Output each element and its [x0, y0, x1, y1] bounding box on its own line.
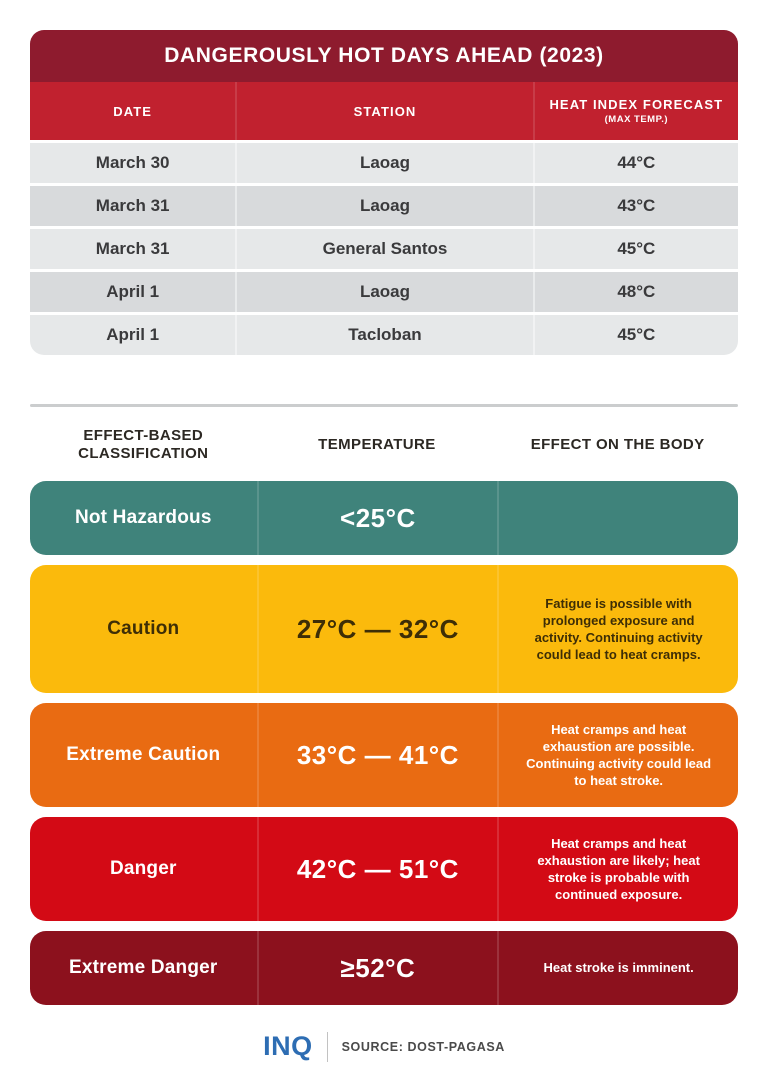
classification-cell-temperature	[257, 703, 498, 807]
forecast-cell-station: Tacloban	[235, 315, 532, 355]
classification-cell-temperature	[257, 565, 498, 693]
column-header-station-label: STATION	[353, 103, 417, 119]
classification-cell-effect-text: Fatigue is possible with prolonged exposure and activity. Continuing activity could lead to heat cramps.	[534, 595, 703, 663]
column-header-heat-index-label: HEAT INDEX FORECAST	[549, 97, 724, 112]
forecast-row	[30, 272, 738, 312]
forecast-row	[30, 186, 738, 226]
column-header-effect	[497, 436, 738, 454]
classification-cell-effect	[497, 481, 738, 555]
column-header-temperature	[257, 436, 498, 454]
forecast-cell-date: April 1	[30, 272, 235, 312]
classification-cell-temperature	[257, 931, 498, 1005]
column-header-temperature-label: TEMPERATURE	[318, 436, 436, 454]
forecast-row	[30, 143, 738, 183]
forecast-table-header	[30, 82, 738, 140]
classification-row	[30, 565, 738, 693]
forecast-table	[30, 30, 738, 355]
classification-cell-label-text: Not Hazardous	[74, 507, 212, 528]
classification-cell-label-text: Caution	[107, 618, 180, 639]
classification-cell-effect	[497, 565, 738, 693]
forecast-cell-heat_index: 45°C	[533, 315, 738, 355]
column-header-heat-index-subnote: (MAX TEMP.)	[604, 114, 669, 125]
classification-cell-effect-text: Heat stroke is imminent.	[543, 960, 694, 976]
forecast-cell-station: General Santos	[235, 229, 532, 269]
classification-cell-temperature	[257, 817, 498, 921]
forecast-cell-station: Laoag	[235, 186, 532, 226]
forecast-cell-heat_index: 44°C	[533, 143, 738, 183]
classification-cell-label	[30, 817, 257, 921]
forecast-cell-station: Laoag	[235, 272, 532, 312]
column-header-station	[235, 82, 532, 140]
column-header-effect-label: EFFECT ON THE BODY	[530, 436, 705, 454]
forecast-cell-date: April 1	[30, 315, 235, 355]
classification-cell-temperature-text: 33°C — 41°C	[296, 739, 459, 770]
classification-cell-label	[30, 565, 257, 693]
classification-cell-temperature-text: <25°C	[340, 502, 416, 533]
classification-cell-effect-text: Heat cramps and heat exhaustion are possible. Continuing activity could lead to heat stroke.	[526, 721, 712, 789]
classification-row	[30, 931, 738, 1005]
classification-cell-effect	[497, 817, 738, 921]
forecast-cell-date: March 31	[30, 229, 235, 269]
classification-cell-effect	[497, 931, 738, 1005]
classification-cell-temperature-text: ≥52°C	[340, 952, 416, 983]
section-divider	[30, 404, 738, 407]
classification-cell-label-text: Danger	[109, 858, 177, 879]
forecast-row	[30, 229, 738, 269]
classification-cell-effect-text: Heat cramps and heat exhaustion are likely; heat stroke is probable with continued exposure.	[537, 835, 700, 903]
forecast-cell-heat_index: 48°C	[533, 272, 738, 312]
classification-cell-label	[30, 481, 257, 555]
forecast-cell-station: Laoag	[235, 143, 532, 183]
classification-table-header	[30, 423, 738, 467]
column-header-classification	[30, 427, 257, 462]
forecast-cell-heat_index: 43°C	[533, 186, 738, 226]
column-header-heat-index	[533, 82, 738, 140]
column-header-date	[30, 82, 235, 140]
footer	[30, 1031, 738, 1062]
classification-cell-label-text: Extreme Caution	[66, 744, 221, 765]
classification-row	[30, 481, 738, 555]
classification-cell-label-text: Extreme Danger	[69, 957, 218, 978]
classification-cell-label	[30, 931, 257, 1005]
forecast-row	[30, 315, 738, 355]
classification-cell-label	[30, 703, 257, 807]
page-title: DANGEROUSLY HOT DAYS AHEAD (2023)	[30, 30, 738, 82]
classification-row	[30, 703, 738, 807]
classification-row	[30, 817, 738, 921]
footer-divider	[327, 1032, 328, 1062]
forecast-table-body	[30, 143, 738, 355]
column-header-date-label: DATE	[113, 103, 153, 119]
classification-cell-temperature-text: 27°C — 32°C	[296, 613, 459, 644]
classification-cell-effect	[497, 703, 738, 807]
classification-cell-temperature	[257, 481, 498, 555]
forecast-cell-heat_index: 45°C	[533, 229, 738, 269]
classification-cell-temperature-text: 42°C — 51°C	[296, 853, 459, 884]
classification-rows	[30, 481, 738, 1005]
forecast-cell-date: March 30	[30, 143, 235, 183]
inq-logo: INQ	[263, 1031, 313, 1061]
forecast-cell-date: March 31	[30, 186, 235, 226]
source-attribution: SOURCE: DOST-PAGASA	[341, 1039, 505, 1054]
column-header-classification-label: EFFECT-BASED CLASSIFICATION	[78, 427, 209, 462]
